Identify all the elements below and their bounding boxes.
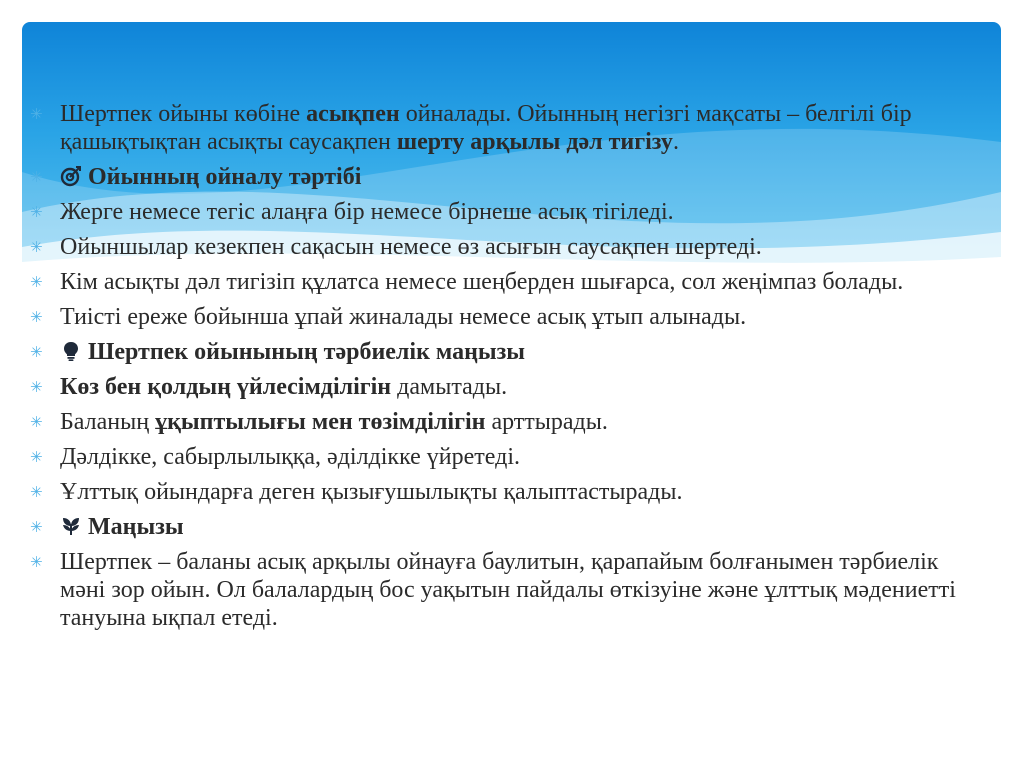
bullet-marker-icon: ✳	[30, 105, 43, 123]
text-segment: дамытады.	[391, 374, 508, 400]
herb-icon	[60, 515, 82, 537]
text-segment: Тиісті ереже бойынша ұпай жиналады немесе асық ұтып алынады.	[60, 304, 747, 330]
list-item	[30, 443, 980, 471]
bullet-marker-icon: ✳	[30, 203, 43, 221]
bullet-marker-icon: ✳	[30, 308, 43, 326]
list-item	[30, 338, 980, 366]
bold-text: Көз бен қолдың үйлесімділігін	[60, 374, 392, 400]
bold-text: ұқыптылығы мен төзімділігін	[155, 409, 486, 435]
list-item	[30, 163, 980, 191]
text-segment: Кім асықты дәл тигізіп құлатса немесе шеңберден шығарса, сол жеңімпаз болады.	[60, 269, 904, 295]
list-item	[30, 548, 980, 632]
list-item	[30, 373, 980, 401]
bullet-marker-icon: ✳	[30, 273, 43, 291]
target-icon	[60, 165, 82, 187]
bold-text: шерту арқылы дәл тигізу	[396, 129, 673, 155]
bullet-marker-icon: ✳	[30, 483, 43, 501]
text-segment: ойналады. Ойынның негізгі мақсаты – белгілі бір қашықтықтан асықты саусақпен	[60, 101, 912, 155]
list-item	[30, 408, 980, 436]
bold-text: Шертпек ойынының тәрбиелік маңызы	[88, 339, 526, 365]
list-item	[30, 268, 980, 296]
bold-text: Ойынның ойналу тәртібі	[88, 164, 362, 190]
text-segment: Баланың	[60, 409, 156, 435]
bold-text: асықпен	[306, 101, 400, 127]
list-item	[30, 478, 980, 506]
list-item	[30, 198, 980, 226]
bullet-marker-icon: ✳	[30, 378, 43, 396]
text-segment: Шертпек ойыны көбіне	[60, 101, 307, 127]
text-segment: Дәлдікке, сабырлылыққа, әділдікке үйретеді.	[60, 444, 521, 470]
bullet-marker-icon: ✳	[30, 413, 43, 431]
text-segment: .	[672, 129, 679, 155]
bullet-marker-icon: ✳	[30, 343, 43, 361]
list-item	[30, 233, 980, 261]
bullet-marker-icon: ✳	[30, 238, 43, 256]
text-segment: Ұлттық ойындарға деген қызығушылықты қалыптастырады.	[60, 479, 683, 505]
bold-text: Маңызы	[88, 514, 184, 540]
list-item	[30, 303, 980, 331]
bullet-marker-icon: ✳	[30, 553, 43, 571]
text-segment: Ойыншылар кезекпен сақасын немесе өз асығын саусақпен шертеді.	[60, 234, 762, 260]
list-item	[30, 100, 980, 156]
bullet-marker-icon: ✳	[30, 168, 43, 186]
text-segment: Жерге немесе тегіс алаңға бір немесе бірнеше асық тігіледі.	[60, 199, 674, 225]
lightbulb-icon	[60, 340, 82, 362]
bullet-marker-icon: ✳	[30, 518, 43, 536]
bullet-list	[30, 100, 980, 639]
list-item	[30, 513, 980, 541]
text-segment: Шертпек – баланы асық арқылы ойнауға баулитын, қарапайым болғанымен тәрбиелік мәні зор ойын. Ол балалардың бос уақытын пайдалы өткізуіне және ұлттық мәдениетті тануына ықпал етеді.	[60, 549, 956, 631]
text-segment: арттырады.	[485, 409, 608, 435]
bullet-marker-icon: ✳	[30, 448, 43, 466]
